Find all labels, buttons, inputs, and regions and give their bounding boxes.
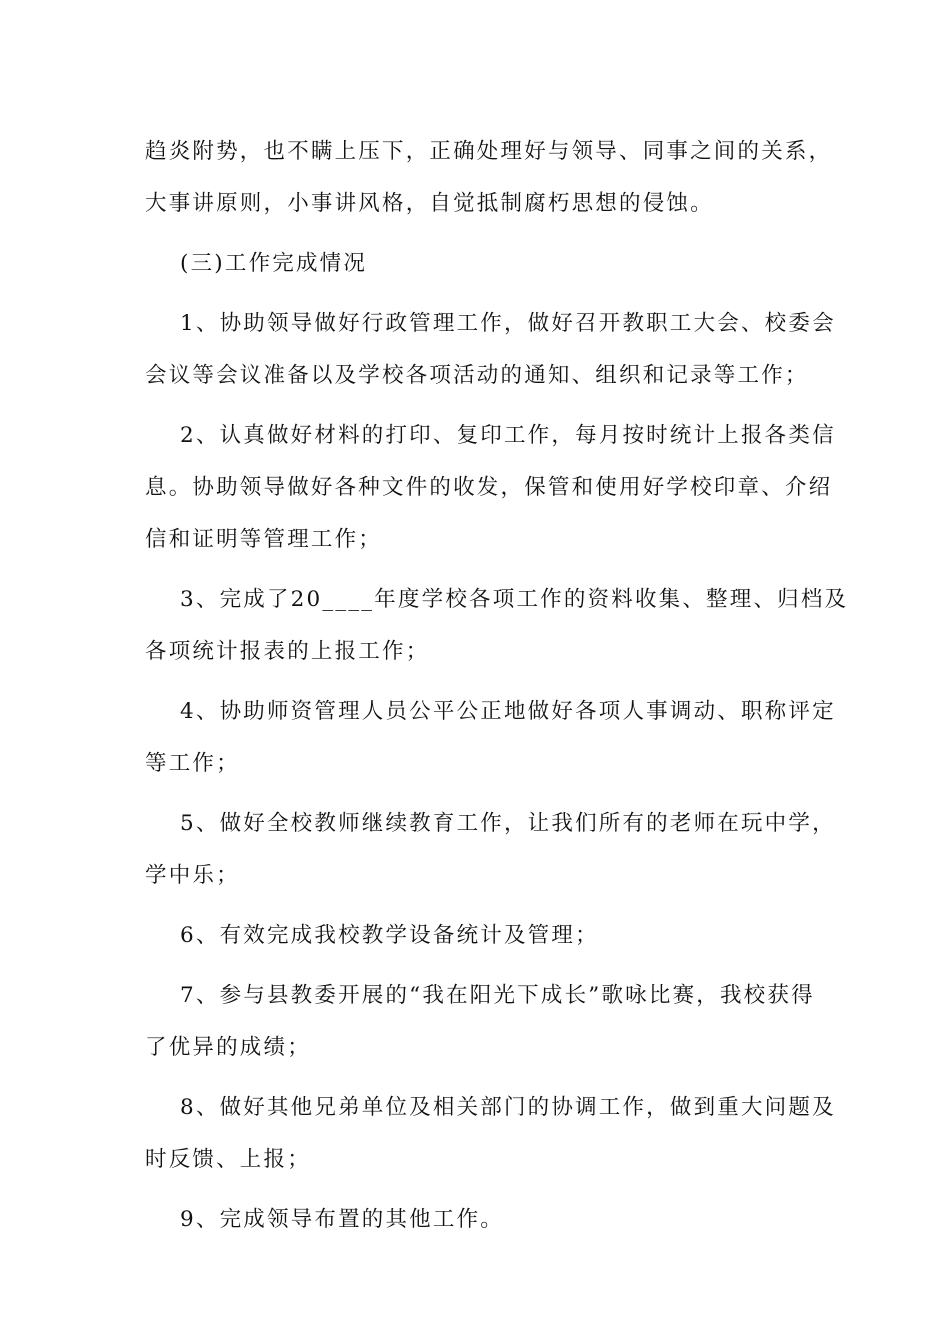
text-line: 会议等会议准备以及学校各项活动的通知、组织和记录等工作； bbox=[145, 363, 809, 388]
text-line: 7、参与县教委开展的“我在阳光下成长”歌咏比赛，我校获得 bbox=[180, 983, 815, 1008]
text-line: 8、做好其他兄弟单位及相关部门的协调工作，做到重大问题及 bbox=[180, 1095, 836, 1120]
text-line: 1、协助领导做好行政管理工作，做好召开教职工大会、校委会 bbox=[180, 311, 836, 336]
list-item bbox=[145, 692, 836, 796]
text-line: 2、认真做好材料的打印、复印工作，每月按时统计上报各类信 bbox=[180, 423, 836, 448]
text-line: 5、做好全校教师继续教育工作，让我们所有的老师在玩中学， bbox=[180, 811, 836, 836]
text-line: 大事讲原则，小事讲风格，自觉抵制腐朽思想的侵蚀。 bbox=[145, 191, 714, 216]
text-line: 学中乐； bbox=[145, 863, 240, 888]
intro-paragraph bbox=[145, 132, 833, 236]
text-line: 4、协助师资管理人员公平公正地做好各项人事调动、职称评定 bbox=[180, 699, 836, 724]
text-line: 了优异的成绩； bbox=[145, 1035, 311, 1060]
text-line: 趋炎附势，也不瞒上压下，正确处理好与领导、同事之间的关系， bbox=[145, 139, 833, 164]
list-item bbox=[145, 580, 849, 684]
list-item bbox=[145, 916, 805, 968]
text-line: 6、有效完成我校教学设备统计及管理； bbox=[180, 923, 599, 948]
text-line: 等工作； bbox=[145, 751, 240, 776]
text-line: 时反馈、上报； bbox=[145, 1147, 311, 1172]
text-line: 息。协助领导做好各种文件的收发，保管和使用好学校印章、介绍 bbox=[145, 475, 833, 500]
list-item bbox=[145, 416, 836, 572]
text-line: 信和证明等管理工作； bbox=[145, 527, 383, 552]
list-item bbox=[145, 1200, 805, 1252]
text-line: 9、完成领导布置的其他工作。 bbox=[180, 1207, 504, 1232]
list-item bbox=[145, 1088, 836, 1192]
document-body bbox=[145, 132, 849, 1252]
list-item bbox=[145, 804, 836, 908]
list-item bbox=[145, 976, 815, 1080]
list-item bbox=[145, 304, 836, 408]
text-line: 3、完成了20____年度学校各项工作的资料收集、整理、归档及 bbox=[180, 587, 849, 612]
section-heading: (三)工作完成情况 bbox=[180, 251, 368, 276]
text-line: 各项统计报表的上报工作； bbox=[145, 639, 430, 664]
